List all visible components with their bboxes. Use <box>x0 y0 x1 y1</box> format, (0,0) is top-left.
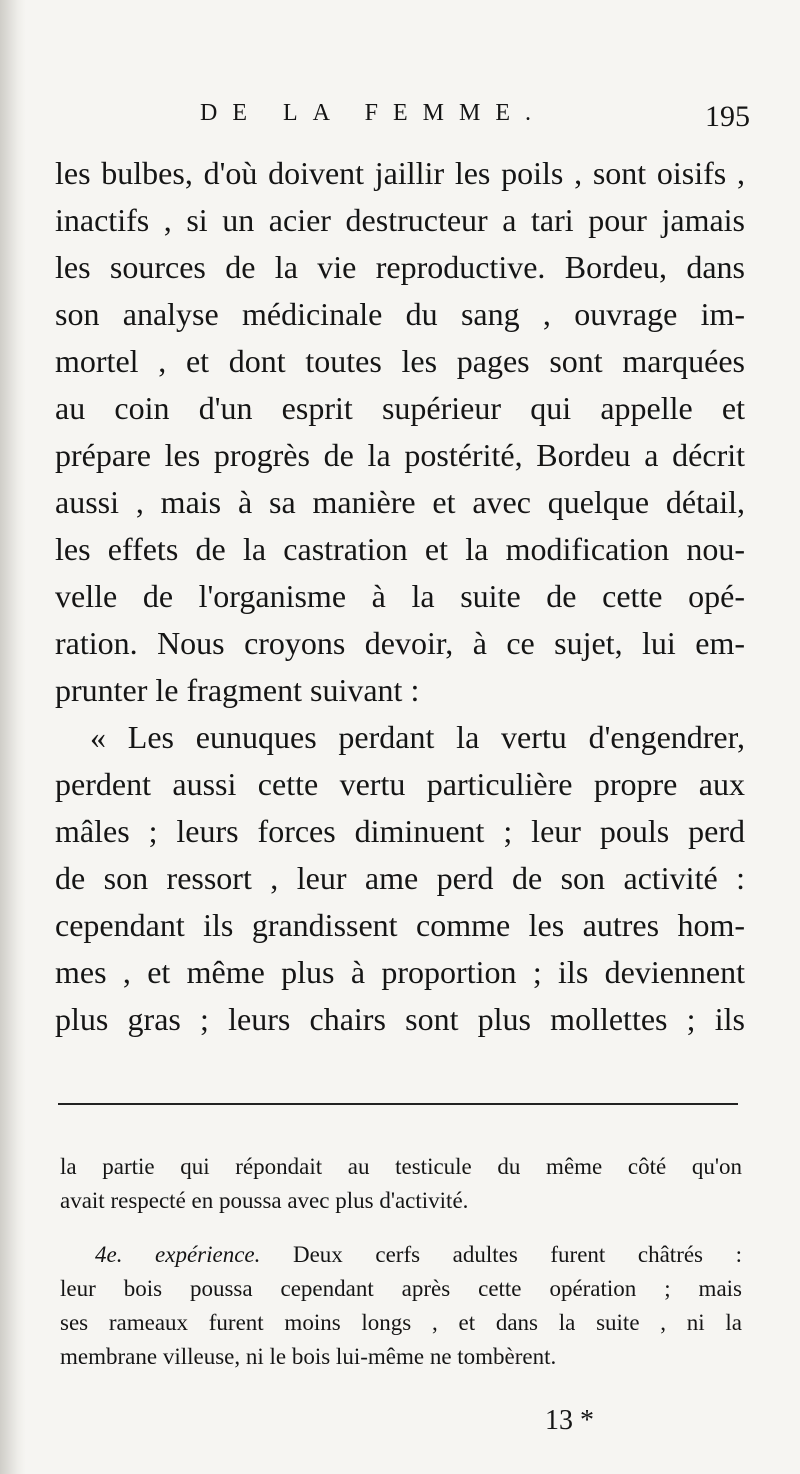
page-header <box>200 100 750 144</box>
text-line: prépare les progrès de la postérité, Bordeu a décrit <box>55 437 745 473</box>
text-line: de son ressort , leur ame perd de son activité : <box>55 860 745 896</box>
main-text <box>55 150 745 1043</box>
text-line: les effets de la castration et la modification nou- <box>55 531 745 567</box>
text-line: plus gras ; leurs chairs sont plus mollettes ; ils <box>55 1001 745 1037</box>
footnote-line: leur bois poussa cependant après cette opération ; mais <box>60 1276 742 1301</box>
text-line: inactifs , si un acier destructeur a tari pour jamais <box>55 202 745 238</box>
text-line: velle de l'organisme à la suite de cette opé- <box>55 578 745 614</box>
text-line: perdent aussi cette vertu particulière propre aux <box>55 766 745 802</box>
footnote-label: 4e. expérience. <box>95 1242 261 1267</box>
printer-signature: 13 * <box>545 1405 594 1436</box>
footnote-line: membrane villeuse, ni le bois lui-même ne tombèrent. <box>60 1344 557 1369</box>
text-line: mortel , et dont toutes les pages sont marquées <box>55 343 745 379</box>
footnotes <box>60 1150 742 1394</box>
footnote-rule <box>58 1103 738 1105</box>
running-title: DE LA FEMME. <box>200 100 547 126</box>
footnote-text: Deux cerfs adultes furent châtrés : <box>260 1242 742 1267</box>
binding-gutter <box>0 0 26 1474</box>
text-line: les sources de la vie reproductive. Bordeu, dans <box>55 249 745 285</box>
footnote-paragraph <box>60 1238 742 1374</box>
footnote-line: ses rameaux furent moins longs , et dans la suite , ni la <box>60 1310 742 1335</box>
footnote-paragraph <box>60 1150 742 1218</box>
text-line: mâles ; leurs forces diminuent ; leur pouls perd <box>55 813 745 849</box>
text-line: les bulbes, d'où doivent jaillir les poils , sont oisifs , <box>55 155 745 191</box>
text-line: ration. Nous croyons devoir, à ce sujet, lui em- <box>55 625 745 661</box>
text-line: prunter le fragment suivant : <box>55 672 420 708</box>
footnote-line: la partie qui répondait au testicule du même côté qu'on <box>60 1154 742 1179</box>
page-number: 195 <box>705 100 750 133</box>
text-line: cependant ils grandissent comme les autres hom- <box>55 907 745 943</box>
text-line: au coin d'un esprit supérieur qui appelle et <box>55 390 745 426</box>
text-line: mes , et même plus à proportion ; ils deviennent <box>55 954 745 990</box>
text-line: aussi , mais à sa manière et avec quelque détail, <box>55 484 745 520</box>
footnote-line <box>60 1238 742 1272</box>
text-line: « Les eunuques perdant la vertu d'engendrer, <box>90 719 745 755</box>
footnote-line: avait respecté en poussa avec plus d'activité. <box>60 1188 469 1213</box>
text-line: son analyse médicinale du sang , ouvrage im- <box>55 296 745 332</box>
